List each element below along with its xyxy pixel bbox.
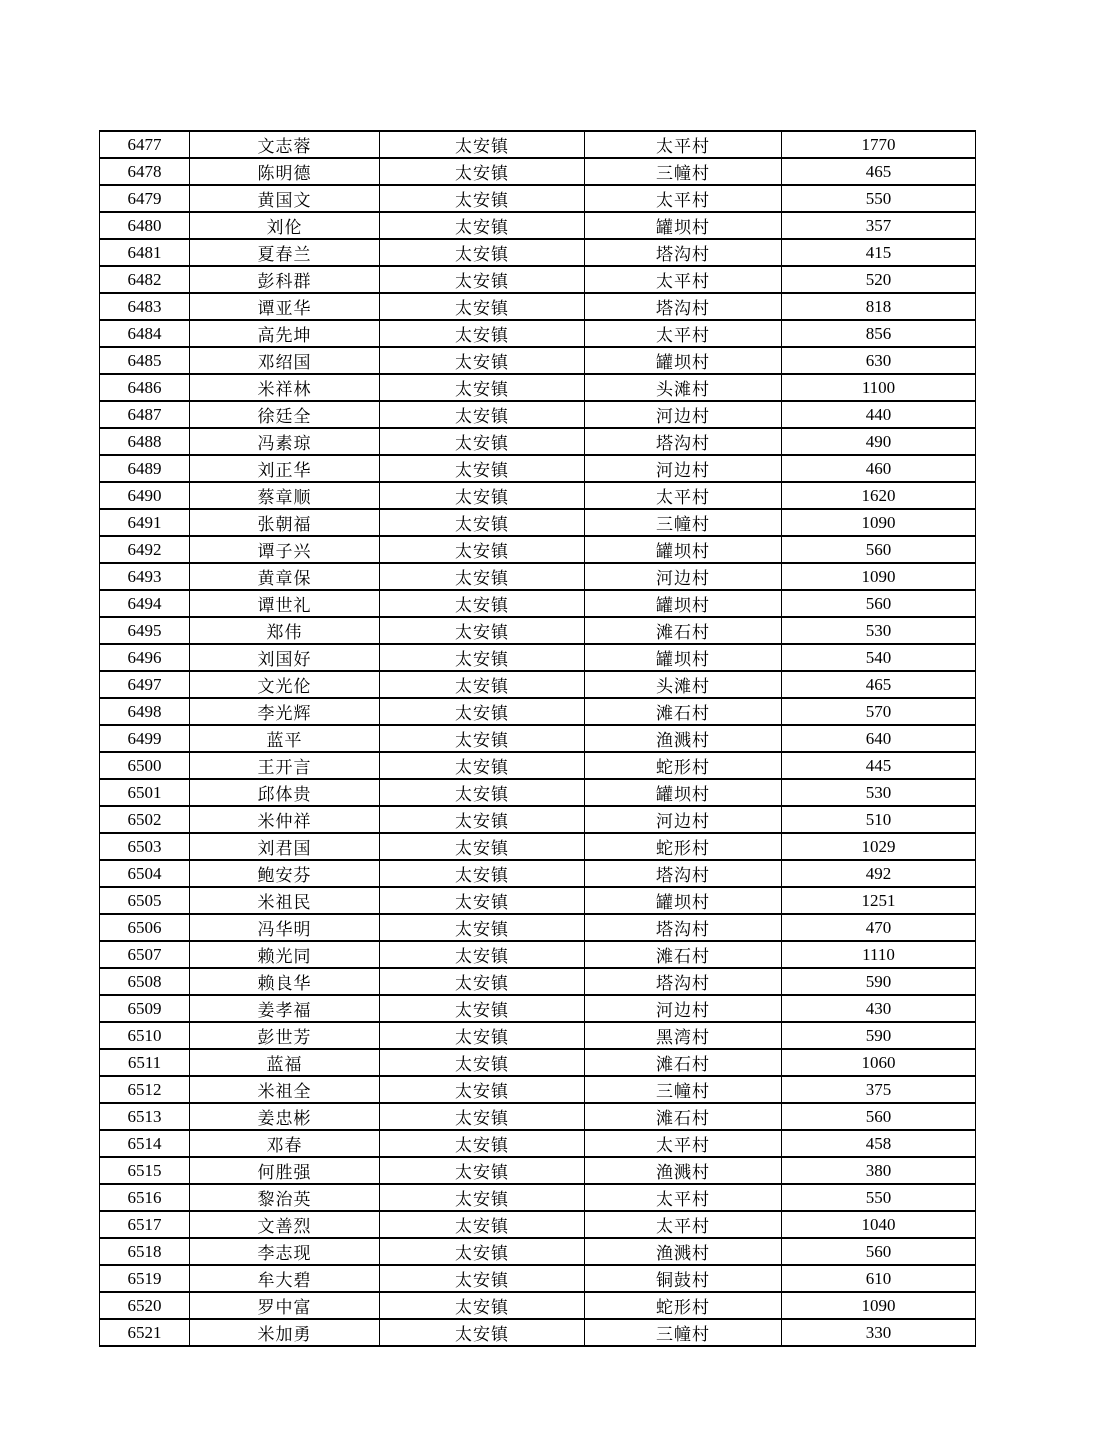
table-row bbox=[100, 1238, 976, 1265]
cell-serial: 6487 bbox=[100, 401, 190, 428]
cell-amount: 1620 bbox=[782, 482, 976, 509]
cell-village: 太平村 bbox=[585, 482, 782, 509]
cell-amount: 1029 bbox=[782, 833, 976, 860]
cell-name: 蔡章顺 bbox=[190, 482, 380, 509]
cell-name: 张朝福 bbox=[190, 509, 380, 536]
cell-village: 滩石村 bbox=[585, 941, 782, 968]
cell-amount: 380 bbox=[782, 1157, 976, 1184]
cell-amount: 375 bbox=[782, 1076, 976, 1103]
table-row bbox=[100, 428, 976, 455]
cell-serial: 6518 bbox=[100, 1238, 190, 1265]
table-row bbox=[100, 347, 976, 374]
cell-village: 太平村 bbox=[585, 1130, 782, 1157]
cell-village: 塔沟村 bbox=[585, 860, 782, 887]
cell-name: 李光辉 bbox=[190, 698, 380, 725]
cell-name: 陈明德 bbox=[190, 158, 380, 185]
cell-amount: 465 bbox=[782, 158, 976, 185]
table-row bbox=[100, 1022, 976, 1049]
cell-name: 邓绍国 bbox=[190, 347, 380, 374]
cell-amount: 440 bbox=[782, 401, 976, 428]
cell-name: 何胜强 bbox=[190, 1157, 380, 1184]
cell-town: 太安镇 bbox=[380, 617, 585, 644]
cell-village: 太平村 bbox=[585, 1211, 782, 1238]
cell-village: 蛇形村 bbox=[585, 1292, 782, 1319]
cell-town: 太安镇 bbox=[380, 752, 585, 779]
table-row bbox=[100, 293, 976, 320]
cell-serial: 6497 bbox=[100, 671, 190, 698]
cell-town: 太安镇 bbox=[380, 536, 585, 563]
cell-serial: 6490 bbox=[100, 482, 190, 509]
cell-village: 塔沟村 bbox=[585, 968, 782, 995]
cell-town: 太安镇 bbox=[380, 914, 585, 941]
cell-serial: 6516 bbox=[100, 1184, 190, 1211]
cell-name: 黄国文 bbox=[190, 185, 380, 212]
cell-amount: 560 bbox=[782, 1103, 976, 1130]
cell-amount: 1090 bbox=[782, 563, 976, 590]
cell-amount: 445 bbox=[782, 752, 976, 779]
cell-serial: 6508 bbox=[100, 968, 190, 995]
table-row bbox=[100, 887, 976, 914]
cell-amount: 458 bbox=[782, 1130, 976, 1157]
cell-village: 太平村 bbox=[585, 131, 782, 158]
cell-town: 太安镇 bbox=[380, 968, 585, 995]
cell-town: 太安镇 bbox=[380, 320, 585, 347]
cell-amount: 1040 bbox=[782, 1211, 976, 1238]
cell-name: 谭亚华 bbox=[190, 293, 380, 320]
cell-serial: 6507 bbox=[100, 941, 190, 968]
cell-name: 黎治英 bbox=[190, 1184, 380, 1211]
cell-town: 太安镇 bbox=[380, 1292, 585, 1319]
table-row bbox=[100, 131, 976, 158]
table-row bbox=[100, 779, 976, 806]
table-row bbox=[100, 806, 976, 833]
cell-amount: 490 bbox=[782, 428, 976, 455]
cell-amount: 530 bbox=[782, 779, 976, 806]
table-row bbox=[100, 1211, 976, 1238]
cell-serial: 6501 bbox=[100, 779, 190, 806]
cell-village: 太平村 bbox=[585, 1184, 782, 1211]
cell-amount: 818 bbox=[782, 293, 976, 320]
cell-name: 刘国好 bbox=[190, 644, 380, 671]
cell-amount: 430 bbox=[782, 995, 976, 1022]
table-row bbox=[100, 1076, 976, 1103]
cell-name: 谭世礼 bbox=[190, 590, 380, 617]
table-body bbox=[100, 131, 976, 1346]
cell-town: 太安镇 bbox=[380, 455, 585, 482]
cell-name: 米加勇 bbox=[190, 1319, 380, 1346]
cell-serial: 6500 bbox=[100, 752, 190, 779]
cell-amount: 520 bbox=[782, 266, 976, 293]
cell-amount: 630 bbox=[782, 347, 976, 374]
cell-town: 太安镇 bbox=[380, 806, 585, 833]
cell-amount: 465 bbox=[782, 671, 976, 698]
cell-village: 塔沟村 bbox=[585, 293, 782, 320]
table-row bbox=[100, 455, 976, 482]
cell-name: 高先坤 bbox=[190, 320, 380, 347]
cell-name: 冯素琼 bbox=[190, 428, 380, 455]
cell-serial: 6520 bbox=[100, 1292, 190, 1319]
table-row bbox=[100, 914, 976, 941]
table-row bbox=[100, 239, 976, 266]
cell-serial: 6479 bbox=[100, 185, 190, 212]
cell-village: 塔沟村 bbox=[585, 239, 782, 266]
cell-serial: 6521 bbox=[100, 1319, 190, 1346]
cell-serial: 6504 bbox=[100, 860, 190, 887]
cell-town: 太安镇 bbox=[380, 1049, 585, 1076]
cell-village: 罐坝村 bbox=[585, 590, 782, 617]
cell-name: 刘伦 bbox=[190, 212, 380, 239]
cell-amount: 510 bbox=[782, 806, 976, 833]
cell-amount: 610 bbox=[782, 1265, 976, 1292]
cell-name: 刘正华 bbox=[190, 455, 380, 482]
cell-town: 太安镇 bbox=[380, 239, 585, 266]
cell-serial: 6513 bbox=[100, 1103, 190, 1130]
cell-town: 太安镇 bbox=[380, 1184, 585, 1211]
cell-town: 太安镇 bbox=[380, 563, 585, 590]
cell-town: 太安镇 bbox=[380, 833, 585, 860]
cell-name: 谭子兴 bbox=[190, 536, 380, 563]
table-row bbox=[100, 212, 976, 239]
cell-name: 夏春兰 bbox=[190, 239, 380, 266]
cell-amount: 330 bbox=[782, 1319, 976, 1346]
cell-village: 蛇形村 bbox=[585, 752, 782, 779]
cell-name: 蓝平 bbox=[190, 725, 380, 752]
cell-town: 太安镇 bbox=[380, 1130, 585, 1157]
cell-town: 太安镇 bbox=[380, 698, 585, 725]
cell-name: 李志现 bbox=[190, 1238, 380, 1265]
cell-town: 太安镇 bbox=[380, 1265, 585, 1292]
table-row bbox=[100, 833, 976, 860]
cell-village: 塔沟村 bbox=[585, 428, 782, 455]
cell-town: 太安镇 bbox=[380, 185, 585, 212]
cell-serial: 6477 bbox=[100, 131, 190, 158]
cell-serial: 6486 bbox=[100, 374, 190, 401]
cell-town: 太安镇 bbox=[380, 158, 585, 185]
cell-amount: 492 bbox=[782, 860, 976, 887]
cell-village: 渔溅村 bbox=[585, 1157, 782, 1184]
cell-village: 河边村 bbox=[585, 401, 782, 428]
cell-serial: 6498 bbox=[100, 698, 190, 725]
cell-name: 姜孝福 bbox=[190, 995, 380, 1022]
cell-town: 太安镇 bbox=[380, 131, 585, 158]
cell-serial: 6481 bbox=[100, 239, 190, 266]
cell-amount: 1251 bbox=[782, 887, 976, 914]
cell-name: 邱体贵 bbox=[190, 779, 380, 806]
cell-village: 黑湾村 bbox=[585, 1022, 782, 1049]
cell-town: 太安镇 bbox=[380, 671, 585, 698]
table-row bbox=[100, 482, 976, 509]
cell-name: 邓春 bbox=[190, 1130, 380, 1157]
cell-amount: 560 bbox=[782, 1238, 976, 1265]
cell-amount: 640 bbox=[782, 725, 976, 752]
cell-town: 太安镇 bbox=[380, 293, 585, 320]
cell-name: 文光伦 bbox=[190, 671, 380, 698]
cell-town: 太安镇 bbox=[380, 482, 585, 509]
table-row bbox=[100, 1265, 976, 1292]
cell-serial: 6483 bbox=[100, 293, 190, 320]
cell-amount: 357 bbox=[782, 212, 976, 239]
cell-town: 太安镇 bbox=[380, 212, 585, 239]
cell-serial: 6491 bbox=[100, 509, 190, 536]
table-row bbox=[100, 509, 976, 536]
table-row bbox=[100, 536, 976, 563]
cell-serial: 6478 bbox=[100, 158, 190, 185]
cell-village: 罐坝村 bbox=[585, 536, 782, 563]
cell-town: 太安镇 bbox=[380, 590, 585, 617]
table-row bbox=[100, 158, 976, 185]
table-row bbox=[100, 1184, 976, 1211]
cell-serial: 6484 bbox=[100, 320, 190, 347]
cell-town: 太安镇 bbox=[380, 860, 585, 887]
cell-town: 太安镇 bbox=[380, 374, 585, 401]
cell-village: 塔沟村 bbox=[585, 914, 782, 941]
table-row bbox=[100, 320, 976, 347]
cell-town: 太安镇 bbox=[380, 1022, 585, 1049]
table-row bbox=[100, 725, 976, 752]
cell-village: 太平村 bbox=[585, 320, 782, 347]
table-row bbox=[100, 644, 976, 671]
cell-amount: 1110 bbox=[782, 941, 976, 968]
cell-village: 三幢村 bbox=[585, 158, 782, 185]
cell-serial: 6496 bbox=[100, 644, 190, 671]
table-row bbox=[100, 671, 976, 698]
table-row bbox=[100, 941, 976, 968]
cell-village: 三幢村 bbox=[585, 509, 782, 536]
cell-village: 三幢村 bbox=[585, 1076, 782, 1103]
cell-amount: 856 bbox=[782, 320, 976, 347]
cell-town: 太安镇 bbox=[380, 1076, 585, 1103]
cell-town: 太安镇 bbox=[380, 509, 585, 536]
cell-village: 河边村 bbox=[585, 563, 782, 590]
cell-serial: 6510 bbox=[100, 1022, 190, 1049]
cell-town: 太安镇 bbox=[380, 995, 585, 1022]
cell-serial: 6494 bbox=[100, 590, 190, 617]
cell-name: 赖良华 bbox=[190, 968, 380, 995]
table-row bbox=[100, 617, 976, 644]
cell-village: 头滩村 bbox=[585, 671, 782, 698]
cell-town: 太安镇 bbox=[380, 1238, 585, 1265]
cell-town: 太安镇 bbox=[380, 1211, 585, 1238]
cell-name: 米祖民 bbox=[190, 887, 380, 914]
table-row bbox=[100, 266, 976, 293]
cell-village: 河边村 bbox=[585, 995, 782, 1022]
cell-amount: 550 bbox=[782, 185, 976, 212]
cell-name: 彭世芳 bbox=[190, 1022, 380, 1049]
cell-serial: 6502 bbox=[100, 806, 190, 833]
cell-amount: 570 bbox=[782, 698, 976, 725]
table-row bbox=[100, 1103, 976, 1130]
cell-serial: 6480 bbox=[100, 212, 190, 239]
cell-serial: 6482 bbox=[100, 266, 190, 293]
cell-amount: 460 bbox=[782, 455, 976, 482]
table-row bbox=[100, 1292, 976, 1319]
table-row bbox=[100, 401, 976, 428]
cell-serial: 6489 bbox=[100, 455, 190, 482]
cell-town: 太安镇 bbox=[380, 1319, 585, 1346]
cell-village: 罐坝村 bbox=[585, 347, 782, 374]
cell-serial: 6493 bbox=[100, 563, 190, 590]
cell-amount: 1090 bbox=[782, 1292, 976, 1319]
cell-village: 太平村 bbox=[585, 266, 782, 293]
cell-village: 三幢村 bbox=[585, 1319, 782, 1346]
cell-name: 王开言 bbox=[190, 752, 380, 779]
cell-name: 牟大碧 bbox=[190, 1265, 380, 1292]
table-row bbox=[100, 1049, 976, 1076]
cell-serial: 6519 bbox=[100, 1265, 190, 1292]
table-row bbox=[100, 374, 976, 401]
table-row bbox=[100, 968, 976, 995]
cell-amount: 1060 bbox=[782, 1049, 976, 1076]
cell-amount: 1770 bbox=[782, 131, 976, 158]
cell-amount: 540 bbox=[782, 644, 976, 671]
cell-village: 太平村 bbox=[585, 185, 782, 212]
table-row bbox=[100, 185, 976, 212]
cell-name: 赖光同 bbox=[190, 941, 380, 968]
cell-village: 滩石村 bbox=[585, 698, 782, 725]
cell-name: 文善烈 bbox=[190, 1211, 380, 1238]
cell-name: 姜忠彬 bbox=[190, 1103, 380, 1130]
cell-town: 太安镇 bbox=[380, 887, 585, 914]
cell-serial: 6509 bbox=[100, 995, 190, 1022]
cell-amount: 1090 bbox=[782, 509, 976, 536]
cell-serial: 6515 bbox=[100, 1157, 190, 1184]
table-row bbox=[100, 860, 976, 887]
cell-town: 太安镇 bbox=[380, 725, 585, 752]
cell-serial: 6505 bbox=[100, 887, 190, 914]
cell-amount: 470 bbox=[782, 914, 976, 941]
cell-village: 渔溅村 bbox=[585, 1238, 782, 1265]
cell-village: 罐坝村 bbox=[585, 779, 782, 806]
cell-amount: 1100 bbox=[782, 374, 976, 401]
cell-name: 米祖全 bbox=[190, 1076, 380, 1103]
cell-village: 铜鼓村 bbox=[585, 1265, 782, 1292]
cell-village: 罐坝村 bbox=[585, 644, 782, 671]
cell-village: 滩石村 bbox=[585, 1103, 782, 1130]
table-row bbox=[100, 563, 976, 590]
cell-name: 黄章保 bbox=[190, 563, 380, 590]
table-row bbox=[100, 1130, 976, 1157]
cell-amount: 590 bbox=[782, 1022, 976, 1049]
table-row bbox=[100, 698, 976, 725]
cell-serial: 6514 bbox=[100, 1130, 190, 1157]
cell-serial: 6503 bbox=[100, 833, 190, 860]
cell-town: 太安镇 bbox=[380, 941, 585, 968]
cell-town: 太安镇 bbox=[380, 347, 585, 374]
cell-village: 滩石村 bbox=[585, 1049, 782, 1076]
cell-name: 蓝福 bbox=[190, 1049, 380, 1076]
cell-town: 太安镇 bbox=[380, 401, 585, 428]
cell-town: 太安镇 bbox=[380, 779, 585, 806]
cell-amount: 415 bbox=[782, 239, 976, 266]
table-row bbox=[100, 995, 976, 1022]
cell-serial: 6517 bbox=[100, 1211, 190, 1238]
cell-village: 滩石村 bbox=[585, 617, 782, 644]
cell-amount: 560 bbox=[782, 536, 976, 563]
cell-town: 太安镇 bbox=[380, 1157, 585, 1184]
cell-village: 河边村 bbox=[585, 806, 782, 833]
cell-name: 刘君国 bbox=[190, 833, 380, 860]
cell-serial: 6499 bbox=[100, 725, 190, 752]
table-row bbox=[100, 1319, 976, 1346]
cell-village: 罐坝村 bbox=[585, 887, 782, 914]
table-row bbox=[100, 590, 976, 617]
cell-name: 冯华明 bbox=[190, 914, 380, 941]
cell-serial: 6506 bbox=[100, 914, 190, 941]
cell-name: 米祥林 bbox=[190, 374, 380, 401]
roster-table bbox=[99, 130, 976, 1347]
table-row bbox=[100, 752, 976, 779]
cell-amount: 530 bbox=[782, 617, 976, 644]
cell-name: 彭科群 bbox=[190, 266, 380, 293]
cell-amount: 590 bbox=[782, 968, 976, 995]
cell-name: 米仲祥 bbox=[190, 806, 380, 833]
cell-serial: 6485 bbox=[100, 347, 190, 374]
cell-amount: 560 bbox=[782, 590, 976, 617]
cell-name: 鲍安芬 bbox=[190, 860, 380, 887]
cell-amount: 550 bbox=[782, 1184, 976, 1211]
table-row bbox=[100, 1157, 976, 1184]
cell-town: 太安镇 bbox=[380, 644, 585, 671]
cell-village: 蛇形村 bbox=[585, 833, 782, 860]
cell-town: 太安镇 bbox=[380, 428, 585, 455]
cell-town: 太安镇 bbox=[380, 1103, 585, 1130]
cell-village: 渔溅村 bbox=[585, 725, 782, 752]
cell-name: 郑伟 bbox=[190, 617, 380, 644]
cell-serial: 6511 bbox=[100, 1049, 190, 1076]
cell-name: 罗中富 bbox=[190, 1292, 380, 1319]
cell-village: 罐坝村 bbox=[585, 212, 782, 239]
cell-serial: 6512 bbox=[100, 1076, 190, 1103]
cell-serial: 6492 bbox=[100, 536, 190, 563]
cell-name: 徐廷全 bbox=[190, 401, 380, 428]
cell-town: 太安镇 bbox=[380, 266, 585, 293]
cell-serial: 6488 bbox=[100, 428, 190, 455]
cell-village: 头滩村 bbox=[585, 374, 782, 401]
cell-serial: 6495 bbox=[100, 617, 190, 644]
cell-village: 河边村 bbox=[585, 455, 782, 482]
cell-name: 文志蓉 bbox=[190, 131, 380, 158]
